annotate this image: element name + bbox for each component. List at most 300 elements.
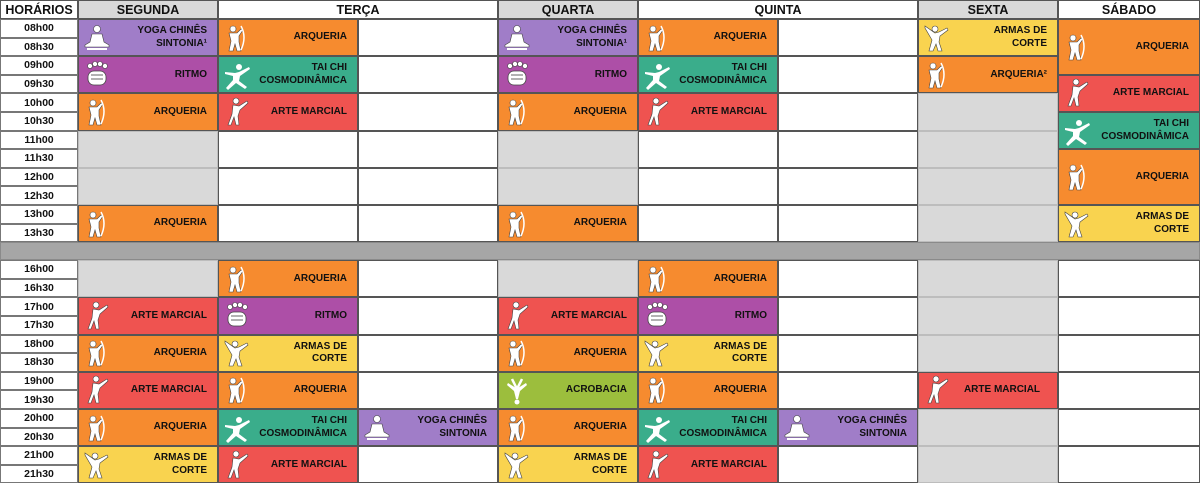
activity-label bbox=[531, 347, 637, 360]
activity-arte-marcial[interactable] bbox=[78, 297, 218, 334]
archer-icon bbox=[923, 60, 951, 90]
header-label: QUINTA bbox=[754, 2, 802, 17]
sword-fighter-icon bbox=[1063, 209, 1091, 239]
activity-label bbox=[111, 106, 217, 119]
activity-label-line: CORTE bbox=[172, 464, 207, 476]
archer-icon bbox=[1063, 32, 1091, 62]
empty-slot bbox=[778, 260, 918, 297]
lunch-separator bbox=[0, 242, 1200, 260]
activity-label-line: ARQUERIA bbox=[1135, 170, 1189, 182]
activity-label-line: ARQUERIA bbox=[293, 31, 347, 43]
activity-label bbox=[1091, 171, 1199, 184]
activity-arqueria[interactable] bbox=[218, 372, 358, 409]
activity-label bbox=[671, 384, 777, 397]
time-label bbox=[0, 149, 78, 168]
activity-label-line: ARQUERIA bbox=[293, 272, 347, 284]
activity-label-line: ARQUERIA bbox=[713, 31, 767, 43]
time-label bbox=[0, 19, 78, 38]
archer-icon bbox=[83, 97, 111, 127]
activity-arqueria[interactable] bbox=[218, 260, 358, 297]
empty-slot bbox=[778, 19, 918, 56]
activity-label bbox=[671, 31, 777, 44]
header-label: SÁBADO bbox=[1101, 2, 1157, 17]
time-text: 11h30 bbox=[24, 152, 54, 165]
empty-slot bbox=[1058, 409, 1200, 446]
activity-label-line: ARQUERIA bbox=[713, 384, 767, 396]
activity-arqueria[interactable] bbox=[1058, 149, 1200, 205]
activity-label-line: SINTONIA bbox=[859, 427, 907, 439]
kick-icon bbox=[1063, 78, 1091, 108]
activity-label-line: ACROBACIA bbox=[565, 384, 627, 396]
activity-label-line: ARQUERIA bbox=[713, 272, 767, 284]
empty-slot bbox=[778, 56, 918, 93]
time-text: 20h30 bbox=[24, 430, 54, 443]
time-text: 16h00 bbox=[24, 263, 54, 276]
kick-icon bbox=[923, 375, 951, 405]
empty-slot bbox=[638, 131, 778, 168]
activity-arqueria[interactable] bbox=[918, 56, 1058, 93]
stance-icon bbox=[643, 413, 671, 443]
time-label bbox=[0, 224, 78, 243]
activity-yoga[interactable] bbox=[498, 19, 638, 56]
activity-arqueria[interactable] bbox=[498, 93, 638, 130]
activity-label-line: ARTE MARCIAL bbox=[270, 105, 347, 117]
time-text: 12h00 bbox=[24, 171, 54, 184]
activity-label-line: ARQUERIA bbox=[573, 105, 627, 117]
empty-slot bbox=[78, 131, 218, 168]
activity-arte-marcial[interactable] bbox=[218, 93, 358, 130]
activity-label bbox=[671, 341, 777, 366]
empty-slot bbox=[778, 297, 918, 334]
activity-label-line: TAI CHI bbox=[311, 62, 347, 74]
activity-label bbox=[531, 310, 637, 323]
activity-label-line: TAI CHI bbox=[1153, 118, 1189, 130]
empty-slot bbox=[358, 205, 498, 242]
activity-label bbox=[251, 310, 357, 323]
time-label bbox=[0, 409, 78, 428]
activity-label bbox=[531, 217, 637, 230]
activity-tai-chi[interactable] bbox=[638, 409, 778, 446]
activity-label-line: SINTONIA¹ bbox=[156, 37, 207, 49]
activity-label bbox=[671, 415, 777, 440]
empty-slot bbox=[1058, 335, 1200, 372]
time-text: 21h00 bbox=[24, 449, 54, 462]
archer-icon bbox=[643, 375, 671, 405]
empty-slot bbox=[498, 260, 638, 297]
stance-icon bbox=[223, 413, 251, 443]
activity-label-line: YOGA CHINÊS bbox=[417, 415, 487, 427]
activity-label bbox=[251, 415, 357, 440]
activity-arqueria[interactable] bbox=[218, 19, 358, 56]
activity-label bbox=[1091, 211, 1199, 236]
kick-icon bbox=[223, 450, 251, 480]
empty-slot bbox=[358, 260, 498, 297]
stance-icon bbox=[643, 60, 671, 90]
activity-label bbox=[671, 273, 777, 286]
activity-arte-marcial[interactable] bbox=[78, 372, 218, 409]
archer-icon bbox=[503, 209, 531, 239]
sword-fighter-icon bbox=[223, 338, 251, 368]
header-label: SEGUNDA bbox=[116, 2, 180, 17]
empty-slot bbox=[218, 205, 358, 242]
empty-slot bbox=[778, 93, 918, 130]
empty-slot bbox=[358, 19, 498, 56]
activity-label-line: CORTE bbox=[592, 464, 627, 476]
archer-icon bbox=[503, 413, 531, 443]
activity-armas-de-corte[interactable] bbox=[218, 335, 358, 372]
empty-slot bbox=[358, 372, 498, 409]
empty-slot bbox=[1058, 260, 1200, 297]
activity-arqueria[interactable] bbox=[498, 205, 638, 242]
activity-label bbox=[251, 341, 357, 366]
activity-label-line: ARMAS DE bbox=[1135, 211, 1189, 223]
time-text: 08h00 bbox=[24, 22, 54, 35]
sword-fighter-icon bbox=[923, 23, 951, 53]
activity-label bbox=[531, 384, 637, 397]
empty-slot bbox=[218, 168, 358, 205]
meditation-icon bbox=[783, 413, 811, 443]
activity-label bbox=[111, 310, 217, 323]
activity-arqueria[interactable] bbox=[498, 409, 638, 446]
empty-slot bbox=[918, 205, 1058, 242]
empty-slot bbox=[778, 335, 918, 372]
time-text: 18h00 bbox=[24, 337, 54, 350]
activity-arqueria[interactable] bbox=[78, 93, 218, 130]
empty-slot bbox=[918, 409, 1058, 446]
header-day-4 bbox=[638, 0, 918, 19]
activity-label-line: ARQUERIA bbox=[573, 421, 627, 433]
activity-label bbox=[671, 106, 777, 119]
time-label bbox=[0, 93, 78, 112]
meditation-icon bbox=[83, 23, 111, 53]
time-text: 18h30 bbox=[24, 356, 54, 369]
drum-hands-icon bbox=[503, 60, 531, 90]
archer-icon bbox=[643, 264, 671, 294]
archer-icon bbox=[223, 375, 251, 405]
activity-label-line: ARQUERIA bbox=[153, 421, 207, 433]
activity-label-line: COSMODINÂMICA bbox=[1101, 130, 1189, 142]
time-text: 17h30 bbox=[24, 319, 54, 332]
activity-label bbox=[251, 273, 357, 286]
time-text: 19h00 bbox=[24, 375, 54, 388]
empty-slot bbox=[918, 131, 1058, 168]
time-text: 13h30 bbox=[24, 226, 54, 239]
activity-label bbox=[111, 421, 217, 434]
time-label bbox=[0, 335, 78, 354]
activity-arte-marcial[interactable] bbox=[918, 372, 1058, 409]
time-label bbox=[0, 446, 78, 465]
activity-label-line: RITMO bbox=[174, 68, 207, 80]
activity-label bbox=[531, 25, 637, 50]
activity-label bbox=[811, 415, 917, 440]
empty-slot bbox=[358, 335, 498, 372]
archer-icon bbox=[223, 264, 251, 294]
empty-slot bbox=[778, 205, 918, 242]
activity-label-line: ARTE MARCIAL bbox=[550, 309, 627, 321]
activity-label-line: CORTE bbox=[1154, 223, 1189, 235]
activity-label bbox=[251, 459, 357, 472]
activity-label-line: TAI CHI bbox=[311, 415, 347, 427]
time-label bbox=[0, 428, 78, 447]
activity-label-line: ARMAS DE bbox=[713, 340, 767, 352]
activity-tai-chi[interactable] bbox=[218, 56, 358, 93]
activity-label-line: CORTE bbox=[1012, 37, 1047, 49]
activity-armas-de-corte[interactable] bbox=[78, 446, 218, 483]
activity-tai-chi[interactable] bbox=[638, 56, 778, 93]
activity-label-line: TAI CHI bbox=[731, 62, 767, 74]
activity-label bbox=[951, 384, 1057, 397]
acrobat-icon bbox=[503, 375, 531, 405]
empty-slot bbox=[1058, 297, 1200, 334]
empty-slot bbox=[498, 168, 638, 205]
activity-label bbox=[531, 452, 637, 477]
activity-label-line: ARQUERIA bbox=[1135, 40, 1189, 52]
activity-arqueria[interactable] bbox=[78, 335, 218, 372]
activity-label-line: SINTONIA bbox=[439, 427, 487, 439]
activity-label bbox=[111, 69, 217, 82]
time-text: 17h00 bbox=[24, 300, 54, 313]
empty-slot bbox=[358, 297, 498, 334]
activity-label bbox=[111, 217, 217, 230]
time-label bbox=[0, 38, 78, 57]
header-label: SEXTA bbox=[967, 2, 1009, 17]
activity-label-line: ARQUERIA bbox=[153, 105, 207, 117]
activity-arqueria[interactable] bbox=[638, 260, 778, 297]
activity-label bbox=[671, 310, 777, 323]
activity-tai-chi[interactable] bbox=[218, 409, 358, 446]
activity-label bbox=[531, 421, 637, 434]
activity-armas-de-corte[interactable] bbox=[1058, 205, 1200, 242]
time-text: 10h00 bbox=[24, 96, 54, 109]
header-label: HORÁRIOS bbox=[5, 2, 73, 17]
kick-icon bbox=[223, 97, 251, 127]
archer-icon bbox=[503, 97, 531, 127]
time-text: 09h30 bbox=[24, 78, 54, 91]
time-label bbox=[0, 316, 78, 335]
activity-arqueria[interactable] bbox=[498, 335, 638, 372]
empty-slot bbox=[918, 446, 1058, 483]
archer-icon bbox=[223, 23, 251, 53]
activity-ritmo[interactable] bbox=[498, 56, 638, 93]
activity-label-line: ARTE MARCIAL bbox=[1112, 87, 1189, 99]
empty-slot bbox=[358, 168, 498, 205]
activity-arte-marcial[interactable] bbox=[218, 446, 358, 483]
archer-icon bbox=[1063, 162, 1091, 192]
activity-armas-de-corte[interactable] bbox=[638, 335, 778, 372]
empty-slot bbox=[1058, 446, 1200, 483]
activity-label-line: ARMAS DE bbox=[293, 340, 347, 352]
time-text: 19h30 bbox=[24, 393, 54, 406]
activity-arqueria[interactable] bbox=[78, 205, 218, 242]
activity-label-line: COSMODINÂMICA bbox=[259, 74, 347, 86]
activity-label-line: COSMODINÂMICA bbox=[679, 427, 767, 439]
time-label bbox=[0, 297, 78, 316]
empty-slot bbox=[918, 335, 1058, 372]
header-label: TERÇA bbox=[336, 2, 380, 17]
activity-label-line: ARTE MARCIAL bbox=[130, 309, 207, 321]
header-day-2 bbox=[218, 0, 498, 19]
time-label bbox=[0, 279, 78, 298]
sword-fighter-icon bbox=[503, 450, 531, 480]
activity-label-line: CORTE bbox=[312, 353, 347, 365]
time-label bbox=[0, 112, 78, 131]
activity-label-line: ARQUERIA bbox=[153, 217, 207, 229]
activity-tai-chi[interactable] bbox=[1058, 112, 1200, 149]
empty-slot bbox=[778, 446, 918, 483]
time-text: 09h00 bbox=[24, 59, 54, 72]
time-text: 12h30 bbox=[24, 189, 54, 202]
activity-label-line: YOGA CHINÊS bbox=[557, 25, 627, 37]
time-label bbox=[0, 260, 78, 279]
activity-label bbox=[531, 106, 637, 119]
activity-armas-de-corte[interactable] bbox=[498, 446, 638, 483]
activity-label bbox=[531, 69, 637, 82]
kick-icon bbox=[643, 97, 671, 127]
empty-slot bbox=[778, 131, 918, 168]
kick-icon bbox=[643, 450, 671, 480]
activity-yoga[interactable] bbox=[778, 409, 918, 446]
activity-label-line: ARQUERIA bbox=[153, 346, 207, 358]
activity-yoga[interactable] bbox=[358, 409, 498, 446]
activity-label-line: ARQUERIA bbox=[573, 217, 627, 229]
activity-label bbox=[111, 384, 217, 397]
meditation-icon bbox=[363, 413, 391, 443]
empty-slot bbox=[638, 168, 778, 205]
activity-label-line: RITMO bbox=[314, 309, 347, 321]
activity-label-line: ARTE MARCIAL bbox=[270, 458, 347, 470]
activity-label-line: ARTE MARCIAL bbox=[130, 384, 207, 396]
activity-armas-de-corte[interactable] bbox=[918, 19, 1058, 56]
empty-slot bbox=[918, 93, 1058, 130]
empty-slot bbox=[358, 93, 498, 130]
activity-label-line: COSMODINÂMICA bbox=[679, 74, 767, 86]
kick-icon bbox=[503, 301, 531, 331]
activity-label-line: ARQUERIA² bbox=[990, 68, 1047, 80]
kick-icon bbox=[83, 301, 111, 331]
activity-acrobacia[interactable] bbox=[498, 372, 638, 409]
empty-slot bbox=[918, 168, 1058, 205]
time-label bbox=[0, 353, 78, 372]
activity-arqueria[interactable] bbox=[638, 19, 778, 56]
activity-label bbox=[1091, 87, 1199, 100]
empty-slot bbox=[78, 260, 218, 297]
empty-slot bbox=[918, 297, 1058, 334]
time-text: 13h00 bbox=[24, 208, 54, 221]
drum-hands-icon bbox=[643, 301, 671, 331]
time-label bbox=[0, 205, 78, 224]
activity-arte-marcial[interactable] bbox=[498, 297, 638, 334]
activity-label bbox=[251, 106, 357, 119]
time-label bbox=[0, 465, 78, 484]
archer-icon bbox=[83, 209, 111, 239]
stance-icon bbox=[223, 60, 251, 90]
archer-icon bbox=[83, 413, 111, 443]
activity-label-line: RITMO bbox=[594, 68, 627, 80]
kick-icon bbox=[83, 375, 111, 405]
header-horarios bbox=[0, 0, 78, 19]
time-text: 11h00 bbox=[24, 133, 54, 146]
sword-fighter-icon bbox=[643, 338, 671, 368]
activity-arqueria[interactable] bbox=[78, 409, 218, 446]
time-label bbox=[0, 131, 78, 150]
activity-label bbox=[951, 25, 1057, 50]
stance-icon bbox=[1063, 116, 1091, 146]
activity-label-line: ARMAS DE bbox=[573, 452, 627, 464]
activity-label bbox=[1091, 41, 1199, 54]
time-label bbox=[0, 56, 78, 75]
activity-label-line: SINTONIA¹ bbox=[576, 37, 627, 49]
sword-fighter-icon bbox=[83, 450, 111, 480]
activity-label-line: ARMAS DE bbox=[993, 25, 1047, 37]
activity-ritmo[interactable] bbox=[638, 297, 778, 334]
empty-slot bbox=[358, 131, 498, 168]
activity-ritmo[interactable] bbox=[218, 297, 358, 334]
header-label: QUARTA bbox=[541, 2, 595, 17]
archer-icon bbox=[643, 23, 671, 53]
archer-icon bbox=[503, 338, 531, 368]
activity-label bbox=[111, 347, 217, 360]
activity-label bbox=[951, 69, 1057, 82]
activity-ritmo[interactable] bbox=[78, 56, 218, 93]
activity-label-line: ARMAS DE bbox=[153, 452, 207, 464]
time-label bbox=[0, 390, 78, 409]
empty-slot bbox=[498, 131, 638, 168]
time-text: 21h30 bbox=[24, 468, 54, 481]
empty-slot bbox=[218, 131, 358, 168]
activity-arte-marcial[interactable] bbox=[1058, 75, 1200, 112]
activity-label bbox=[671, 459, 777, 472]
header-day-5 bbox=[918, 0, 1058, 19]
activity-label-line: ARTE MARCIAL bbox=[963, 384, 1041, 396]
activity-arte-marcial[interactable] bbox=[638, 446, 778, 483]
activity-label bbox=[111, 25, 217, 50]
time-text: 20h00 bbox=[24, 412, 54, 425]
empty-slot bbox=[358, 56, 498, 93]
activity-arqueria[interactable] bbox=[638, 372, 778, 409]
archer-icon bbox=[83, 338, 111, 368]
activity-label-line: ARQUERIA bbox=[293, 384, 347, 396]
activity-label-line: RITMO bbox=[734, 309, 767, 321]
empty-slot bbox=[358, 446, 498, 483]
activity-label bbox=[251, 384, 357, 397]
activity-label bbox=[671, 62, 777, 87]
activity-label bbox=[111, 452, 217, 477]
header-day-1 bbox=[78, 0, 218, 19]
time-label bbox=[0, 75, 78, 94]
activity-yoga[interactable] bbox=[78, 19, 218, 56]
activity-label-line: ARTE MARCIAL bbox=[690, 105, 767, 117]
activity-arte-marcial[interactable] bbox=[638, 93, 778, 130]
empty-slot bbox=[918, 260, 1058, 297]
activity-label-line: ARTE MARCIAL bbox=[690, 458, 767, 470]
activity-label-line: YOGA CHINÊS bbox=[137, 25, 207, 37]
time-label bbox=[0, 372, 78, 391]
drum-hands-icon bbox=[223, 301, 251, 331]
activity-arqueria[interactable] bbox=[1058, 19, 1200, 75]
time-text: 10h30 bbox=[24, 115, 54, 128]
empty-slot bbox=[1058, 372, 1200, 409]
empty-slot bbox=[78, 168, 218, 205]
activity-label-line: TAI CHI bbox=[731, 415, 767, 427]
header-day-6 bbox=[1058, 0, 1200, 19]
empty-slot bbox=[778, 372, 918, 409]
time-label bbox=[0, 186, 78, 205]
empty-slot bbox=[638, 205, 778, 242]
activity-label bbox=[1091, 118, 1199, 143]
time-label bbox=[0, 168, 78, 187]
drum-hands-icon bbox=[83, 60, 111, 90]
activity-label-line: CORTE bbox=[732, 353, 767, 365]
